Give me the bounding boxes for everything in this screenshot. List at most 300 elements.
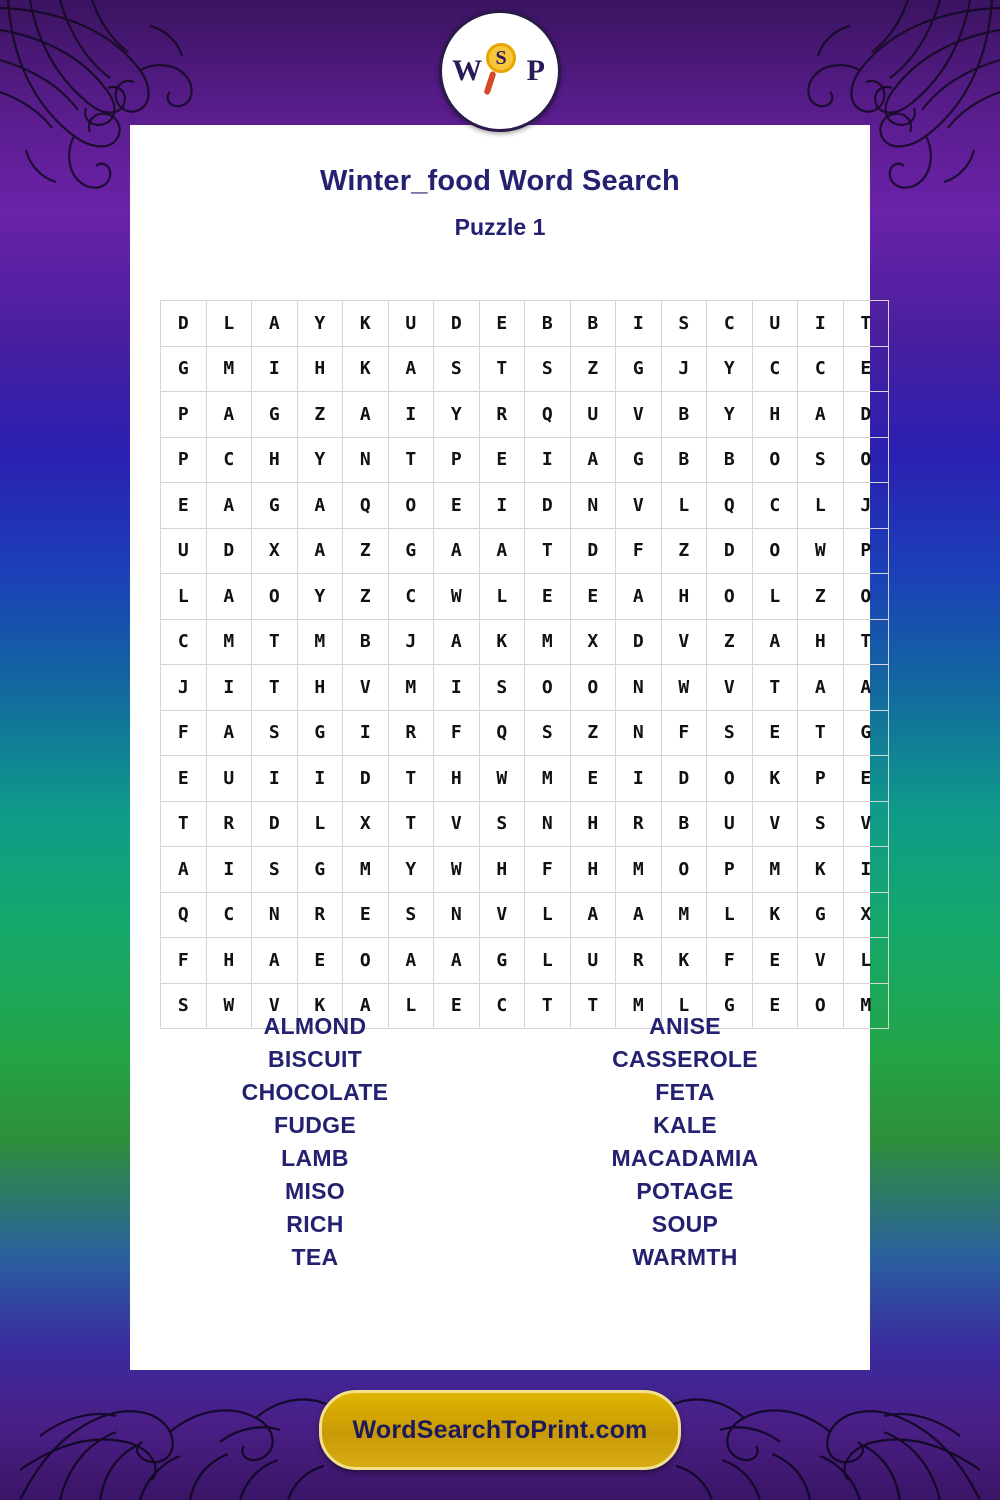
grid-cell[interactable]: L: [843, 938, 889, 984]
grid-cell[interactable]: J: [661, 346, 707, 392]
grid-cell[interactable]: Y: [297, 437, 343, 483]
grid-cell[interactable]: Z: [343, 574, 389, 620]
grid-cell[interactable]: V: [616, 392, 662, 438]
grid-cell[interactable]: N: [343, 437, 389, 483]
grid-cell[interactable]: H: [252, 437, 298, 483]
grid-cell[interactable]: T: [752, 665, 798, 711]
word-list-item: SOUP: [651, 1211, 719, 1237]
grid-cell[interactable]: A: [388, 346, 434, 392]
grid-cell[interactable]: W: [798, 528, 844, 574]
grid-cell[interactable]: O: [252, 574, 298, 620]
grid-cell[interactable]: K: [479, 619, 525, 665]
word-list-item: MISO: [285, 1178, 345, 1204]
grid-cell[interactable]: T: [570, 983, 616, 1029]
grid-cell[interactable]: A: [570, 437, 616, 483]
grid-cell[interactable]: I: [434, 665, 480, 711]
grid-cell[interactable]: W: [434, 847, 480, 893]
grid-cell[interactable]: G: [297, 847, 343, 893]
grid-cell[interactable]: J: [388, 619, 434, 665]
grid-cell[interactable]: Z: [661, 528, 707, 574]
grid-cell[interactable]: Z: [707, 619, 753, 665]
word-list-item: BISCUIT: [267, 1046, 363, 1072]
grid-row: [161, 801, 889, 847]
grid-cell[interactable]: R: [479, 392, 525, 438]
grid-cell[interactable]: A: [434, 619, 480, 665]
grid-cell[interactable]: X: [843, 892, 889, 938]
grid-cell[interactable]: O: [707, 756, 753, 802]
grid-cell[interactable]: A: [843, 665, 889, 711]
grid-row: [161, 483, 889, 529]
grid-cell[interactable]: I: [843, 847, 889, 893]
logo-letter-w: W: [452, 54, 485, 87]
grid-cell[interactable]: F: [707, 938, 753, 984]
grid-cell[interactable]: M: [843, 983, 889, 1029]
grid-cell[interactable]: I: [206, 847, 252, 893]
grid-cell[interactable]: E: [752, 710, 798, 756]
grid-cell[interactable]: T: [843, 301, 889, 347]
grid-cell[interactable]: F: [661, 710, 707, 756]
grid-cell[interactable]: M: [525, 619, 571, 665]
grid-cell[interactable]: A: [297, 528, 343, 574]
grid-cell[interactable]: M: [343, 847, 389, 893]
grid-cell[interactable]: S: [479, 665, 525, 711]
grid-cell[interactable]: O: [388, 483, 434, 529]
grid-cell[interactable]: I: [206, 665, 252, 711]
grid-cell[interactable]: E: [752, 938, 798, 984]
grid-cell[interactable]: C: [798, 346, 844, 392]
grid-cell[interactable]: H: [206, 938, 252, 984]
grid-row: [161, 437, 889, 483]
grid-cell[interactable]: Z: [297, 392, 343, 438]
grid-cell[interactable]: D: [661, 756, 707, 802]
grid-cell[interactable]: T: [479, 346, 525, 392]
grid-cell[interactable]: S: [252, 710, 298, 756]
grid-cell[interactable]: L: [479, 574, 525, 620]
website-button[interactable]: [319, 1390, 681, 1470]
grid-cell[interactable]: G: [161, 346, 207, 392]
grid-cell[interactable]: U: [161, 528, 207, 574]
grid-cell[interactable]: K: [297, 983, 343, 1029]
grid-cell[interactable]: K: [661, 938, 707, 984]
grid-cell[interactable]: L: [297, 801, 343, 847]
grid-cell[interactable]: H: [661, 574, 707, 620]
grid-cell[interactable]: L: [388, 983, 434, 1029]
grid-cell[interactable]: I: [343, 710, 389, 756]
grid-cell[interactable]: L: [525, 892, 571, 938]
grid-cell[interactable]: A: [252, 938, 298, 984]
logo-letter-p: P: [526, 54, 548, 87]
grid-cell[interactable]: D: [343, 756, 389, 802]
grid-cell[interactable]: I: [297, 756, 343, 802]
grid-cell[interactable]: S: [252, 847, 298, 893]
grid-cell[interactable]: G: [616, 346, 662, 392]
grid-cell[interactable]: L: [707, 892, 753, 938]
grid-row: [161, 528, 889, 574]
grid-cell[interactable]: O: [843, 574, 889, 620]
grid-cell[interactable]: P: [843, 528, 889, 574]
grid-cell[interactable]: D: [525, 483, 571, 529]
grid-cell[interactable]: R: [206, 801, 252, 847]
grid-cell[interactable]: L: [752, 574, 798, 620]
word-list-item: POTAGE: [636, 1178, 734, 1204]
word-list-item: LAMB: [281, 1145, 349, 1171]
grid-cell[interactable]: T: [843, 619, 889, 665]
grid-cell[interactable]: U: [388, 301, 434, 347]
grid-cell[interactable]: M: [616, 983, 662, 1029]
grid-cell[interactable]: I: [388, 392, 434, 438]
grid-cell[interactable]: P: [434, 437, 480, 483]
grid-cell[interactable]: H: [798, 619, 844, 665]
grid-cell[interactable]: S: [434, 346, 480, 392]
grid-cell[interactable]: C: [206, 892, 252, 938]
grid-cell[interactable]: N: [570, 483, 616, 529]
grid-cell[interactable]: E: [434, 483, 480, 529]
grid-cell[interactable]: X: [343, 801, 389, 847]
grid-cell[interactable]: E: [161, 483, 207, 529]
grid-cell[interactable]: W: [661, 665, 707, 711]
word-list-column-left: [130, 1010, 500, 1274]
grid-cell[interactable]: E: [343, 892, 389, 938]
grid-cell[interactable]: D: [434, 301, 480, 347]
grid-cell[interactable]: E: [570, 756, 616, 802]
word-list-item: CHOCOLATE: [241, 1079, 389, 1105]
grid-cell[interactable]: L: [525, 938, 571, 984]
grid-cell[interactable]: Z: [798, 574, 844, 620]
grid-cell[interactable]: O: [752, 437, 798, 483]
grid-cell[interactable]: S: [661, 301, 707, 347]
word-list-item: MACADAMIA: [611, 1145, 759, 1171]
grid-cell[interactable]: K: [752, 892, 798, 938]
grid-cell[interactable]: E: [297, 938, 343, 984]
grid-cell[interactable]: G: [252, 483, 298, 529]
grid-cell[interactable]: G: [479, 938, 525, 984]
grid-cell[interactable]: A: [798, 665, 844, 711]
grid-cell[interactable]: A: [479, 528, 525, 574]
grid-cell[interactable]: T: [252, 619, 298, 665]
grid-cell[interactable]: E: [161, 756, 207, 802]
grid-cell[interactable]: Y: [434, 392, 480, 438]
grid-cell[interactable]: N: [252, 892, 298, 938]
word-list: [130, 1010, 870, 1274]
grid-cell[interactable]: D: [161, 301, 207, 347]
grid-cell[interactable]: Z: [343, 528, 389, 574]
grid-cell[interactable]: O: [570, 665, 616, 711]
grid-cell[interactable]: J: [843, 483, 889, 529]
grid-cell[interactable]: Q: [525, 392, 571, 438]
grid-cell[interactable]: G: [388, 528, 434, 574]
grid-cell[interactable]: B: [343, 619, 389, 665]
grid-cell[interactable]: B: [661, 437, 707, 483]
grid-cell[interactable]: P: [707, 847, 753, 893]
grid-cell[interactable]: T: [252, 665, 298, 711]
grid-cell[interactable]: L: [798, 483, 844, 529]
grid-cell[interactable]: T: [161, 801, 207, 847]
grid-cell[interactable]: C: [707, 301, 753, 347]
grid-row: [161, 756, 889, 802]
page-subtitle: Puzzle 1: [454, 214, 546, 240]
grid-cell[interactable]: O: [798, 983, 844, 1029]
grid-cell[interactable]: P: [161, 392, 207, 438]
word-list-item: CASSEROLE: [612, 1046, 758, 1072]
grid-cell[interactable]: U: [707, 801, 753, 847]
grid-cell[interactable]: A: [616, 892, 662, 938]
grid-cell[interactable]: D: [252, 801, 298, 847]
website-button-label: WordSearchToPrint.com: [352, 1415, 648, 1444]
logo-inner: [450, 21, 550, 121]
grid-cell[interactable]: S: [388, 892, 434, 938]
grid-cell[interactable]: R: [616, 938, 662, 984]
grid-cell[interactable]: M: [206, 619, 252, 665]
magnifier-icon: [486, 43, 516, 73]
word-list-item: FUDGE: [274, 1112, 356, 1138]
grid-cell[interactable]: A: [343, 392, 389, 438]
grid-cell[interactable]: T: [525, 528, 571, 574]
grid-cell[interactable]: O: [661, 847, 707, 893]
grid-body: [161, 301, 889, 1029]
grid-cell[interactable]: V: [661, 619, 707, 665]
bottom-flourish-right: [650, 1350, 980, 1500]
grid-cell[interactable]: S: [798, 801, 844, 847]
grid-cell[interactable]: D: [707, 528, 753, 574]
grid-cell[interactable]: Q: [161, 892, 207, 938]
grid-cell[interactable]: B: [707, 437, 753, 483]
grid-cell[interactable]: Y: [707, 392, 753, 438]
grid-cell[interactable]: Z: [570, 710, 616, 756]
grid-row: [161, 892, 889, 938]
grid-cell[interactable]: H: [570, 801, 616, 847]
grid-cell[interactable]: G: [616, 437, 662, 483]
grid-cell[interactable]: Q: [707, 483, 753, 529]
grid-cell[interactable]: U: [570, 938, 616, 984]
grid-row: [161, 301, 889, 347]
grid-cell[interactable]: V: [798, 938, 844, 984]
grid-cell[interactable]: T: [388, 801, 434, 847]
grid-cell[interactable]: Y: [297, 574, 343, 620]
grid-cell[interactable]: V: [479, 892, 525, 938]
grid-cell[interactable]: A: [616, 574, 662, 620]
grid-cell[interactable]: R: [388, 710, 434, 756]
grid-cell[interactable]: A: [388, 938, 434, 984]
grid-cell[interactable]: D: [843, 392, 889, 438]
grid-cell[interactable]: B: [661, 801, 707, 847]
grid-cell[interactable]: A: [570, 892, 616, 938]
grid-cell[interactable]: Y: [707, 346, 753, 392]
grid-cell[interactable]: U: [206, 756, 252, 802]
grid-cell[interactable]: N: [616, 665, 662, 711]
grid-cell[interactable]: S: [479, 801, 525, 847]
grid-cell[interactable]: H: [752, 392, 798, 438]
grid-cell[interactable]: H: [297, 346, 343, 392]
grid-cell[interactable]: O: [343, 938, 389, 984]
grid-cell[interactable]: Y: [388, 847, 434, 893]
grid-cell[interactable]: B: [570, 301, 616, 347]
grid-cell[interactable]: O: [752, 528, 798, 574]
grid-cell[interactable]: P: [161, 437, 207, 483]
grid-cell[interactable]: V: [752, 801, 798, 847]
grid-cell[interactable]: F: [525, 847, 571, 893]
grid-cell[interactable]: M: [206, 346, 252, 392]
grid-cell[interactable]: N: [434, 892, 480, 938]
word-list-item: FETA: [655, 1079, 715, 1105]
grid-cell[interactable]: A: [434, 528, 480, 574]
grid-cell[interactable]: B: [661, 392, 707, 438]
grid-cell[interactable]: I: [616, 756, 662, 802]
logo-badge: [439, 10, 561, 132]
grid-cell[interactable]: I: [616, 301, 662, 347]
word-list-item: ANISE: [649, 1013, 721, 1039]
grid-cell[interactable]: T: [388, 756, 434, 802]
grid-cell[interactable]: M: [616, 847, 662, 893]
logo-letter-s: S: [495, 46, 507, 69]
grid-cell[interactable]: I: [252, 346, 298, 392]
grid-cell[interactable]: W: [206, 983, 252, 1029]
grid-cell[interactable]: D: [616, 619, 662, 665]
grid-cell[interactable]: A: [343, 983, 389, 1029]
grid-cell[interactable]: Z: [570, 346, 616, 392]
grid-cell[interactable]: H: [479, 847, 525, 893]
grid-cell[interactable]: C: [161, 619, 207, 665]
word-list-item: TEA: [291, 1244, 339, 1270]
grid-cell[interactable]: L: [206, 301, 252, 347]
grid-cell[interactable]: A: [297, 483, 343, 529]
grid-cell[interactable]: G: [798, 892, 844, 938]
grid-cell[interactable]: O: [843, 437, 889, 483]
grid-cell[interactable]: C: [388, 574, 434, 620]
grid-cell[interactable]: M: [297, 619, 343, 665]
grid-cell[interactable]: S: [798, 437, 844, 483]
grid-cell[interactable]: S: [525, 346, 571, 392]
grid-cell[interactable]: T: [525, 983, 571, 1029]
grid-cell[interactable]: C: [479, 983, 525, 1029]
grid-cell[interactable]: T: [388, 437, 434, 483]
grid-cell[interactable]: M: [388, 665, 434, 711]
grid-cell[interactable]: R: [616, 801, 662, 847]
grid-cell[interactable]: A: [206, 392, 252, 438]
grid-cell[interactable]: G: [843, 710, 889, 756]
grid-cell[interactable]: S: [525, 710, 571, 756]
grid-cell[interactable]: D: [570, 528, 616, 574]
grid-cell[interactable]: A: [161, 847, 207, 893]
grid-cell[interactable]: P: [798, 756, 844, 802]
grid-cell[interactable]: K: [752, 756, 798, 802]
grid-cell[interactable]: F: [616, 528, 662, 574]
word-list-item: WARMTH: [632, 1244, 738, 1270]
grid-cell[interactable]: L: [161, 574, 207, 620]
grid-cell[interactable]: M: [525, 756, 571, 802]
grid-cell[interactable]: X: [570, 619, 616, 665]
grid-row: [161, 346, 889, 392]
grid-cell[interactable]: V: [616, 483, 662, 529]
page-title: Winter_food Word Search: [320, 165, 680, 197]
grid-cell[interactable]: Q: [343, 483, 389, 529]
grid-cell[interactable]: W: [434, 574, 480, 620]
grid-cell[interactable]: O: [707, 574, 753, 620]
grid-row: [161, 938, 889, 984]
grid-cell[interactable]: N: [525, 801, 571, 847]
grid-cell[interactable]: K: [343, 346, 389, 392]
grid-cell[interactable]: R: [297, 892, 343, 938]
grid-cell[interactable]: Q: [479, 710, 525, 756]
grid-cell[interactable]: A: [206, 710, 252, 756]
grid-cell[interactable]: E: [843, 346, 889, 392]
grid-cell[interactable]: A: [434, 938, 480, 984]
grid-cell[interactable]: K: [798, 847, 844, 893]
grid-cell[interactable]: G: [707, 983, 753, 1029]
grid-cell[interactable]: V: [434, 801, 480, 847]
grid-cell[interactable]: V: [252, 983, 298, 1029]
grid-cell[interactable]: C: [206, 437, 252, 483]
grid-cell[interactable]: J: [161, 665, 207, 711]
word-search-grid: [160, 300, 889, 1029]
grid-cell[interactable]: A: [252, 301, 298, 347]
grid-cell[interactable]: H: [297, 665, 343, 711]
grid-cell[interactable]: G: [297, 710, 343, 756]
grid-cell[interactable]: M: [752, 847, 798, 893]
grid-cell[interactable]: S: [707, 710, 753, 756]
grid-cell[interactable]: F: [161, 710, 207, 756]
grid-cell[interactable]: E: [752, 983, 798, 1029]
grid-cell[interactable]: M: [661, 892, 707, 938]
grid-cell[interactable]: A: [206, 574, 252, 620]
grid-row: [161, 665, 889, 711]
grid-cell[interactable]: F: [434, 710, 480, 756]
grid-cell[interactable]: K: [343, 301, 389, 347]
grid-cell[interactable]: S: [161, 983, 207, 1029]
grid-row: [161, 574, 889, 620]
grid-cell[interactable]: V: [343, 665, 389, 711]
word-list-item: KALE: [653, 1112, 717, 1138]
grid-cell[interactable]: I: [479, 483, 525, 529]
grid-cell[interactable]: A: [798, 392, 844, 438]
grid-cell[interactable]: I: [252, 756, 298, 802]
grid-cell[interactable]: A: [206, 483, 252, 529]
grid-cell[interactable]: G: [252, 392, 298, 438]
grid-cell[interactable]: D: [206, 528, 252, 574]
grid-cell[interactable]: V: [843, 801, 889, 847]
grid-cell[interactable]: L: [661, 483, 707, 529]
bottom-flourish-left: [20, 1350, 350, 1500]
grid-cell[interactable]: A: [752, 619, 798, 665]
grid-cell[interactable]: I: [525, 437, 571, 483]
grid-cell[interactable]: L: [661, 983, 707, 1029]
grid-cell[interactable]: E: [570, 574, 616, 620]
grid-cell[interactable]: H: [570, 847, 616, 893]
grid-cell[interactable]: U: [570, 392, 616, 438]
grid-cell[interactable]: O: [525, 665, 571, 711]
grid-row: [161, 619, 889, 665]
grid-cell[interactable]: C: [752, 346, 798, 392]
grid-row: [161, 847, 889, 893]
grid-cell[interactable]: E: [479, 437, 525, 483]
grid-cell[interactable]: N: [616, 710, 662, 756]
word-list-column-right: [500, 1010, 870, 1274]
grid-cell[interactable]: T: [798, 710, 844, 756]
grid-cell[interactable]: E: [843, 756, 889, 802]
grid-cell[interactable]: B: [525, 301, 571, 347]
grid-cell[interactable]: E: [479, 301, 525, 347]
grid-cell[interactable]: V: [707, 665, 753, 711]
grid-cell[interactable]: W: [479, 756, 525, 802]
grid-cell[interactable]: E: [434, 983, 480, 1029]
grid-cell[interactable]: F: [161, 938, 207, 984]
grid-cell[interactable]: H: [434, 756, 480, 802]
grid-cell[interactable]: X: [252, 528, 298, 574]
grid-cell[interactable]: C: [752, 483, 798, 529]
grid-cell[interactable]: I: [798, 301, 844, 347]
grid-cell[interactable]: E: [525, 574, 571, 620]
grid-cell[interactable]: Y: [297, 301, 343, 347]
grid-cell[interactable]: U: [752, 301, 798, 347]
